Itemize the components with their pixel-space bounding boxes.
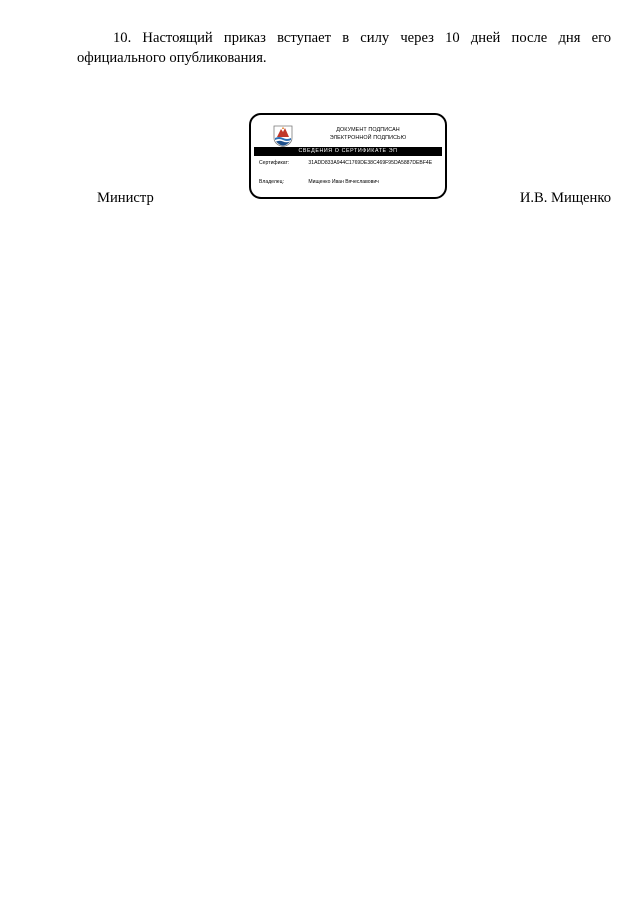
certificate-label: Сертификат: (259, 160, 290, 166)
order-paragraph-10 (77, 28, 611, 68)
certificate-info-bar: СВЕДЕНИЯ О СЕРТИФИКАТЕ ЭП (254, 147, 442, 156)
certificate-value: 31ADD833A944C1769DE38C469F95DA5887DEBF4E (308, 160, 433, 166)
owner-value: Мищенко Иван Вячеславович (308, 179, 379, 185)
stamp-title-line-2: ЭЛЕКТРОННОЙ ПОДПИСЬЮ (329, 135, 407, 141)
signer-name: И.В. Мищенко (519, 190, 611, 206)
signer-position: Министр (97, 190, 154, 206)
certificate-row (259, 160, 432, 167)
electronic-signature-stamp (249, 113, 447, 199)
owner-label: Владелец: (259, 179, 284, 185)
paragraph-line-2: официального опубликования. (77, 50, 267, 66)
kamchatka-coat-of-arms-icon (273, 125, 293, 147)
stamp-title (303, 126, 433, 142)
paragraph-line-1: 10. Настоящий приказ вступает в силу через 10 дней после дня его (113, 30, 611, 46)
owner-row (259, 179, 379, 186)
stamp-title-line-1: ДОКУМЕНТ ПОДПИСАН (336, 127, 400, 133)
